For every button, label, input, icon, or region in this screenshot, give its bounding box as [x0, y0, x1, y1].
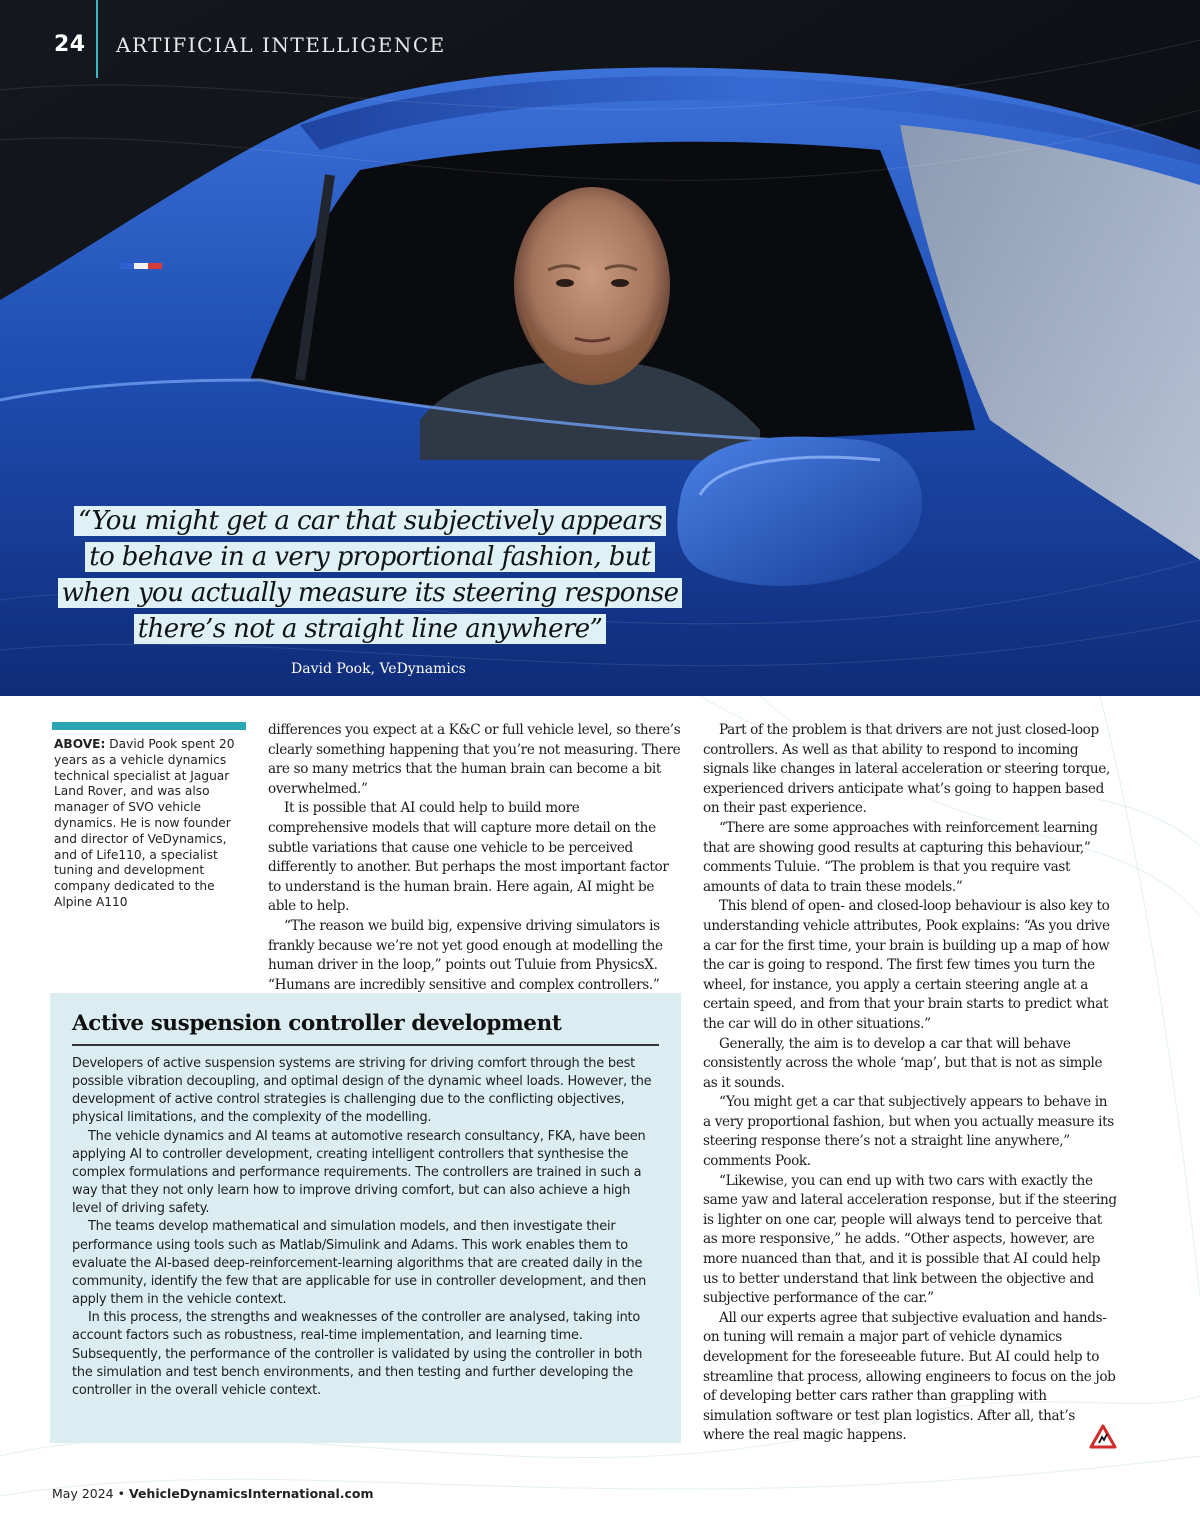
body-paragraph: “You might get a car that subjectively appears to behave in a very proportional fashion, but when you actually measure its steering response there’s not a straight line anywhere,” comments Pook.: [703, 1094, 1114, 1170]
photo-caption: [54, 737, 244, 911]
body-paragraph: “Likewise, you can end up with two cars with exactly the same yaw and lateral acceleration response, but if the steering is lighter on one car, people will always tend to perceive that as more responsive,” he adds. “Other aspects, however, are more nuanced than that, and it is possible that AI could help us to better understand that link between the objective and subjective performance of the car.”: [703, 1172, 1117, 1307]
footer-date: May 2024: [52, 1486, 114, 1501]
sidebar-title: Active suspension controller development: [72, 1011, 562, 1036]
sidebar-paragraph: The teams develop mathematical and simulation models, and then investigate their performance using tools such as Matlab/Simulink and Adams. This work enables them to evaluate the AI-based deep-reinforcement-learning algorithms that are created daily in the community, identify the few that are applicable for use in controller development, and then apply them in the vehicle context.: [72, 1219, 647, 1308]
sidebar-paragraph: In this process, the strengths and weaknesses of the controller are analysed, taking into account factors such as robustness, real-time implementation, and learning time. Subsequently, the performance of the controller is validated by using the controller in both the simulation and test bench environments, and then testing and further developing the controller in the overall vehicle context.: [72, 1310, 643, 1398]
pull-quote: [40, 503, 700, 647]
body-paragraph: Part of the problem is that drivers are not just closed-loop controllers. As well as that ability to respond to incoming signals like changes in lateral acceleration or steering torque, experienced drivers anticipate what’s going to happen based on their past experience.: [703, 722, 1110, 817]
header-rule: [96, 0, 98, 78]
pull-quote-attribution: David Pook, VeDynamics: [291, 661, 466, 677]
body-paragraph: This blend of open- and closed-loop behaviour is also key to understanding vehicle attributes, Pook explains: “As you drive a car for the first time, your brain is building up a map of how the car is going to respond. The first few times you turn the wheel, for instance, you apply a certain steering angle at a certain speed, and from that your brain starts to predict what the car will do in other situations.”: [703, 898, 1110, 1032]
sidebar-box: [50, 993, 681, 1443]
footer-separator: •: [113, 1486, 129, 1501]
page-number: 24: [54, 32, 86, 57]
body-paragraph: differences you expect at a K&C or full vehicle level, so there’s clearly something happening that you’re not measuring. There are so many metrics that the human brain can become a bit overwhelmed.”: [268, 722, 681, 797]
caption-accent-bar: [52, 722, 246, 730]
pull-quote-line: when you actually measure its steering response: [58, 578, 683, 608]
pull-quote-line: there’s not a straight line anywhere”: [134, 614, 607, 644]
body-paragraph: “There are some approaches with reinforcement learning that are showing good results at capturing this behaviour,” comments Tuluie. “The problem is that you require vast amounts of data to train these models.”: [703, 819, 1098, 895]
sidebar-paragraph: The vehicle dynamics and AI teams at automotive research consultancy, FKA, have been applying AI to controller development, creating intelligent controllers that synthesise the complex formulations and performance requirements. The controllers are trained in such a way that they not only learn how to improve driving comfort, but can also achieve a high level of driving safety.: [72, 1128, 646, 1217]
sidebar-rule: [72, 1044, 659, 1046]
pull-quote-line: “You might get a car that subjectively appears: [74, 506, 666, 536]
caption-text: David Pook spent 20 years as a vehicle dynamics technical specialist at Jaguar Land Rover, and was also manager of SVO vehicle dynamics. He is now founder and director of VeDynamics, and of Life110, a specialist tuning and development company dedicated to the Alpine A110: [54, 737, 235, 909]
body-paragraph: Generally, the aim is to develop a car that will behave consistently across the whole ‘map’, but that is not as simple as it sounds.: [703, 1035, 1103, 1091]
pull-quote-line: to behave in a very proportional fashion, but: [85, 542, 655, 572]
article-column-1: [268, 721, 682, 995]
body-paragraph: It is possible that AI could help to build more comprehensive models that will capture more detail on the subtle variations that cause one vehicle to be perceived differently to another. But perhaps the most important factor to understand is the human brain. Here again, AI might be able to help.: [268, 800, 669, 915]
end-mark-icon: [1089, 1424, 1117, 1450]
body-paragraph: All our experts agree that subjective evaluation and hands-on tuning will remain a major part of vehicle dynamics development for the foreseeable future. But AI could help to streamline that process, allowing engineers to focus on the job of developing better cars rather than grappling with simulation software or test plan logistics. After all, that’s where the real magic happens.: [703, 1309, 1116, 1444]
article-column-2: [703, 721, 1117, 1446]
footer-site: VehicleDynamicsInternational.com: [128, 1486, 374, 1501]
page-footer: [52, 1486, 374, 1501]
hero-photo: [0, 0, 1200, 696]
body-paragraph: “The reason we build big, expensive driving simulators is frankly because we’re not yet good enough at modelling the human driver in the loop,” points out Tuluie from PhysicsX. “Humans are incredibly sensitive and complex controllers.”: [268, 917, 663, 993]
section-title: ARTIFICIAL INTELLIGENCE: [116, 33, 446, 57]
sidebar-text: [72, 1055, 662, 1400]
caption-lead: ABOVE:: [54, 737, 106, 751]
sidebar-paragraph: Developers of active suspension systems are striving for driving comfort through the best possible vibration decoupling, and optimal design of the dynamic wheel loads. However, the development of active control strategies is challenging due to the conflicting objectives, physical limitations, and the complexity of the modelling.: [72, 1056, 652, 1126]
